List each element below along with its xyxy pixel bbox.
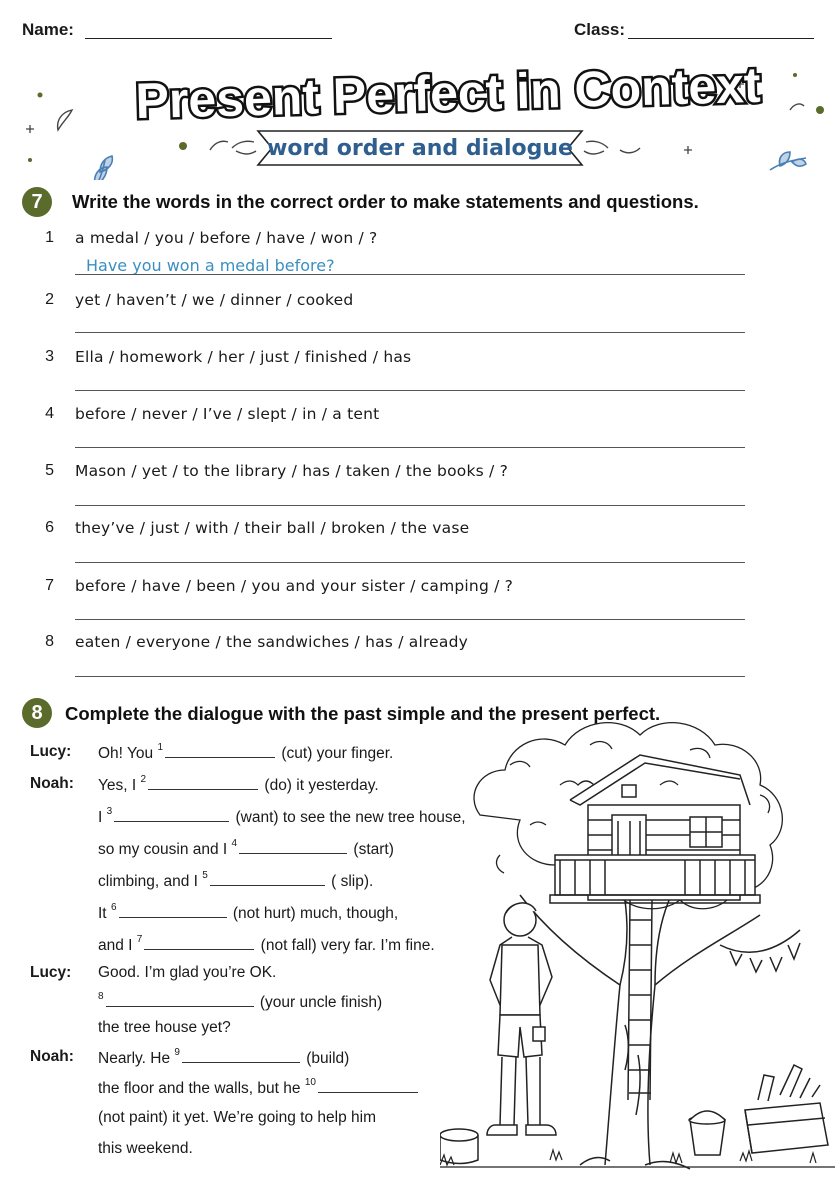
question-prompt: Mason / yet / to the library / has / taken / the books / ? — [75, 462, 509, 480]
question-prompt: Ella / homework / her / just / finished / has — [75, 348, 412, 366]
gap-blank[interactable] — [106, 992, 254, 1007]
answer-line[interactable] — [75, 619, 745, 620]
boy-figure — [487, 903, 556, 1135]
dialogue-line: climbing, and I $^5$ ( slip). — [98, 869, 374, 890]
dialogue-line: the floor and the walls, but he $^{10}$ — [98, 1078, 420, 1098]
question-number: 1 — [45, 229, 54, 246]
speaker-label: Noah: — [30, 1048, 74, 1065]
gap-blank[interactable] — [165, 743, 275, 758]
dialogue-line: (not paint) it yet. We’re going to help him — [98, 1109, 376, 1126]
dialogue-line: Oh! You $^1$ (cut) your finger. — [98, 741, 394, 762]
tree-house — [550, 755, 760, 903]
question-prompt: before / have / been / you and your sister / camping / ? — [75, 577, 514, 595]
gap-blank[interactable] — [114, 807, 229, 822]
answer-example: Have you won a medal before? — [86, 256, 335, 275]
answer-line[interactable] — [75, 562, 745, 563]
ladder — [628, 900, 652, 1100]
dialogue-line: the tree house yet? — [98, 1019, 231, 1036]
class-label: Class: — [574, 20, 626, 39]
question-number: 3 — [45, 348, 54, 365]
speaker-label: Lucy: — [30, 743, 72, 760]
dialogue-line: and I $^7$ (not fall) very far. I’m fine. — [98, 933, 435, 954]
bucket-icon — [689, 1111, 725, 1155]
tree-stump — [440, 1129, 478, 1164]
gap-blank[interactable] — [182, 1048, 300, 1063]
question-prompt: before / never / I’ve / slept / in / a tent — [75, 405, 380, 423]
dialogue-line: this weekend. — [98, 1140, 193, 1157]
bunting-flags — [720, 930, 800, 972]
section-8-instruction: Complete the dialogue with the past simple and the present perfect. — [65, 703, 661, 724]
grass — [440, 1150, 835, 1167]
dialogue-line: Nearly. He $^9$ (build) — [98, 1046, 350, 1067]
dialogue-line: Yes, I $^2$ (do) it yesterday. — [98, 773, 379, 794]
speaker-label: Lucy: — [30, 964, 72, 981]
subtitle-banner — [228, 127, 612, 169]
gap-blank[interactable] — [239, 839, 347, 854]
section-7-instruction: Write the words in the correct order to make statements and questions. — [72, 191, 699, 212]
name-label: Name: — [22, 20, 74, 39]
question-prompt: eaten / everyone / the sandwiches / has / already — [75, 633, 469, 651]
question-number: 8 — [45, 633, 54, 650]
answer-line[interactable] — [75, 447, 745, 448]
question-number: 7 — [45, 577, 54, 594]
tree-house-icon — [440, 705, 835, 1175]
question-prompt: yet / haven’t / we / dinner / cooked — [75, 291, 354, 309]
section-8-badge: 8 — [22, 698, 52, 728]
name-field[interactable] — [85, 38, 332, 39]
answer-line[interactable] — [75, 274, 745, 275]
dialogue-line: I $^3$ (want) to see the new tree house, — [98, 805, 466, 826]
dialogue-line: It $^6$ (not hurt) much, though, — [98, 901, 399, 922]
gap-blank[interactable] — [210, 871, 325, 886]
answer-line[interactable] — [75, 332, 745, 333]
dialogue-line: so my cousin and I $^4$ (start) — [98, 837, 394, 858]
gap-blank[interactable] — [148, 775, 258, 790]
question-number: 5 — [45, 462, 54, 479]
gap-blank[interactable] — [119, 903, 227, 918]
gap-blank[interactable] — [144, 935, 254, 950]
dialogue-line: Good. I’m glad you’re OK. — [98, 964, 277, 981]
question-number: 4 — [45, 405, 54, 422]
answer-line[interactable] — [75, 390, 745, 391]
question-prompt: a medal / you / before / have / won / ? — [75, 229, 378, 247]
subtitle-text: word order and dialogue — [267, 136, 573, 161]
worksheet-title — [0, 52, 840, 132]
toolbox-icon — [745, 1065, 828, 1153]
question-number: 6 — [45, 519, 54, 536]
question-prompt: they’ve / just / with / their ball / broken / the vase — [75, 519, 470, 537]
leaf-icon — [65, 156, 112, 180]
dialogue-line: $^8$ (your uncle finish) — [98, 990, 383, 1011]
answer-line[interactable] — [75, 676, 745, 677]
gap-blank[interactable] — [318, 1078, 418, 1093]
section-7-badge: 7 — [22, 187, 52, 217]
question-number: 2 — [45, 291, 54, 308]
speaker-label: Noah: — [30, 775, 74, 792]
class-field[interactable] — [628, 38, 814, 39]
title-text: Present Perfect in Context — [134, 56, 762, 130]
leaf-icon — [770, 152, 806, 170]
answer-line[interactable] — [75, 505, 745, 506]
